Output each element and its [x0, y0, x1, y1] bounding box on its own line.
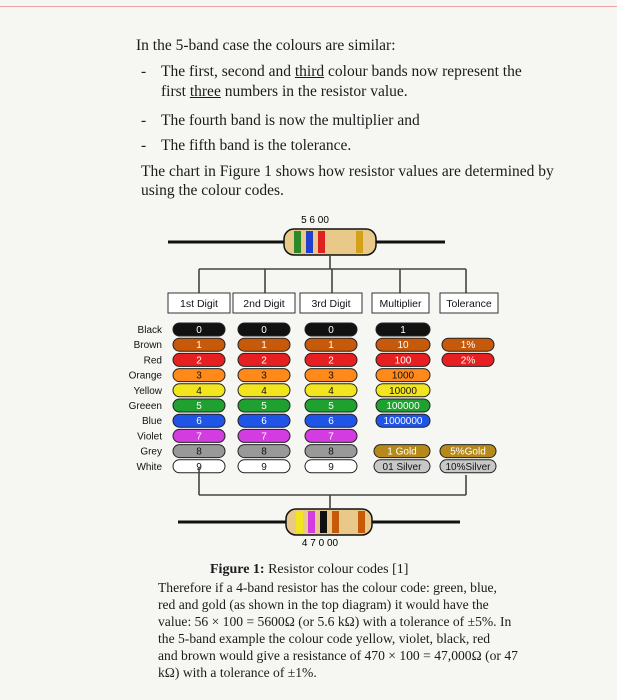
chart-paragraph: The chart in Figure 1 shows how resistor values are determined by using the colour codes. — [141, 163, 554, 199]
digit-value: 1 — [261, 340, 267, 352]
multiplier-value: 10 — [397, 340, 409, 352]
top-resistor-band — [318, 231, 325, 253]
digit-value: 9 — [328, 461, 334, 473]
digit-value: 0 — [196, 325, 202, 336]
column-headers — [168, 293, 498, 313]
conclusion-line: kΩ) with a tolerance of ±1%. — [158, 665, 317, 680]
header-label: Multiplier — [379, 298, 422, 310]
digit-value: 2 — [261, 355, 267, 367]
colour-name-label: Greeen — [128, 401, 162, 412]
digit-value: 5 — [261, 401, 267, 412]
digit-value: 8 — [261, 446, 267, 458]
header-label: Tolerance — [446, 298, 492, 310]
digit-value: 8 — [196, 446, 202, 458]
digit-value: 0 — [261, 325, 267, 336]
digit-value: 4 — [261, 385, 267, 397]
colour-name-label: Grey — [140, 446, 162, 458]
figure-title: Resistor colour codes [1] — [264, 562, 409, 577]
digit-value: 1 — [196, 340, 202, 352]
conclusion-line: value: 56 × 100 = 5600Ω (or 5.6 kΩ) with a tolerance of ±5%. In — [158, 614, 512, 629]
resistor-colour-chart — [110, 205, 510, 555]
header-label: 3rd Digit — [311, 298, 351, 310]
top-resistor-value: 5 6 00 — [301, 215, 329, 226]
digit-value: 3 — [261, 370, 267, 382]
bullet-dash: - — [141, 137, 147, 154]
colour-name-label: Black — [137, 325, 162, 336]
bullet-text: numbers in the resistor value. — [220, 83, 408, 100]
digit-value: 6 — [196, 416, 202, 428]
tolerance-value: 2% — [460, 355, 476, 367]
bottom-resistor-band — [320, 511, 327, 533]
conclusion-line: red and gold (as shown in the top diagram) it would have the — [158, 597, 489, 612]
top-resistor-band — [306, 231, 313, 253]
colour-name-label: White — [136, 461, 162, 473]
digit-value: 3 — [196, 370, 202, 382]
bullet-text: colour bands now represent the — [324, 63, 522, 80]
bottom-resistor-band — [332, 511, 339, 533]
bottom-resistor-band — [308, 511, 315, 533]
digit-value: 7 — [328, 431, 334, 443]
digit-value: 2 — [328, 355, 334, 367]
bullet-underlined: third — [294, 63, 325, 80]
multiplier-value: 1000000 — [383, 416, 423, 428]
bullet-underlined: three — [189, 83, 221, 100]
conclusion-line: Therefore if a 4-band resistor has the colour code: green, blue, — [158, 580, 497, 595]
bullet-dash: - — [141, 112, 147, 129]
multiplier-value: 100000 — [386, 401, 420, 412]
top-connector-lines — [199, 255, 466, 293]
header-label: 1st Digit — [180, 298, 218, 310]
conclusion-paragraph — [158, 579, 563, 681]
multiplier-value: 100 — [394, 355, 412, 367]
top-resistor-band — [294, 231, 301, 253]
multiplier-gold-value: 1 Gold — [387, 446, 417, 458]
bottom-resistor-band — [296, 511, 303, 533]
tolerance-silver-value: 10%Silver — [445, 461, 491, 473]
digit-value: 2 — [196, 355, 202, 367]
digit-value: 9 — [261, 461, 267, 473]
digit-value: 9 — [196, 461, 202, 473]
header-label: 2nd Digit — [243, 298, 285, 310]
top-resistor-band — [356, 231, 363, 253]
multiplier-silver-value: 01 Silver — [382, 461, 422, 473]
digit-value: 6 — [328, 416, 334, 428]
tolerance-gold-value: 5%Gold — [450, 446, 486, 458]
intro-text: In the 5-band case the colours are similar: — [136, 37, 396, 54]
colour-name-label: Orange — [128, 370, 162, 382]
colour-name-label: Red — [143, 355, 162, 367]
multiplier-value: 10000 — [389, 385, 417, 397]
digit-value: 3 — [328, 370, 334, 382]
multiplier-value: 1000 — [391, 370, 415, 382]
bottom-resistor-value: 4 7 0 00 — [301, 538, 339, 549]
bullet-text: The fourth band is now the multiplier and — [161, 112, 420, 129]
multiplier-value: 1 — [400, 325, 406, 336]
bottom-resistor-band — [358, 511, 365, 533]
digit-value: 8 — [328, 446, 334, 458]
tolerance-value: 1% — [460, 340, 476, 352]
digit-value: 7 — [261, 431, 267, 443]
digit-value: 0 — [328, 325, 334, 336]
colour-rows — [129, 323, 496, 473]
conclusion-line: the 5-band example the colour code yellow, violet, black, red — [158, 631, 491, 646]
colour-name-label: Brown — [133, 340, 162, 352]
figure-label: Figure 1: — [210, 562, 265, 577]
colour-name-label: Blue — [141, 416, 162, 428]
bullet-dash: - — [141, 63, 147, 80]
bullet-text: The first, second and — [161, 63, 295, 80]
page-top-rule — [0, 6, 617, 7]
digit-value: 5 — [196, 401, 202, 412]
colour-name-label: Yellow — [133, 385, 162, 397]
digit-value: 5 — [328, 401, 334, 412]
digit-value: 1 — [328, 340, 334, 352]
colour-name-label: Violet — [137, 431, 162, 443]
digit-value: 6 — [261, 416, 267, 428]
bullet-text: The fifth band is the tolerance. — [161, 137, 352, 154]
bullet-text: first — [161, 83, 190, 100]
figure-caption — [210, 562, 408, 578]
digit-value: 4 — [328, 385, 334, 397]
conclusion-line: and brown would give a resistance of 470 × 100 = 47,000Ω (or 47 — [158, 648, 518, 663]
digit-value: 4 — [196, 385, 202, 397]
digit-value: 7 — [196, 431, 202, 443]
